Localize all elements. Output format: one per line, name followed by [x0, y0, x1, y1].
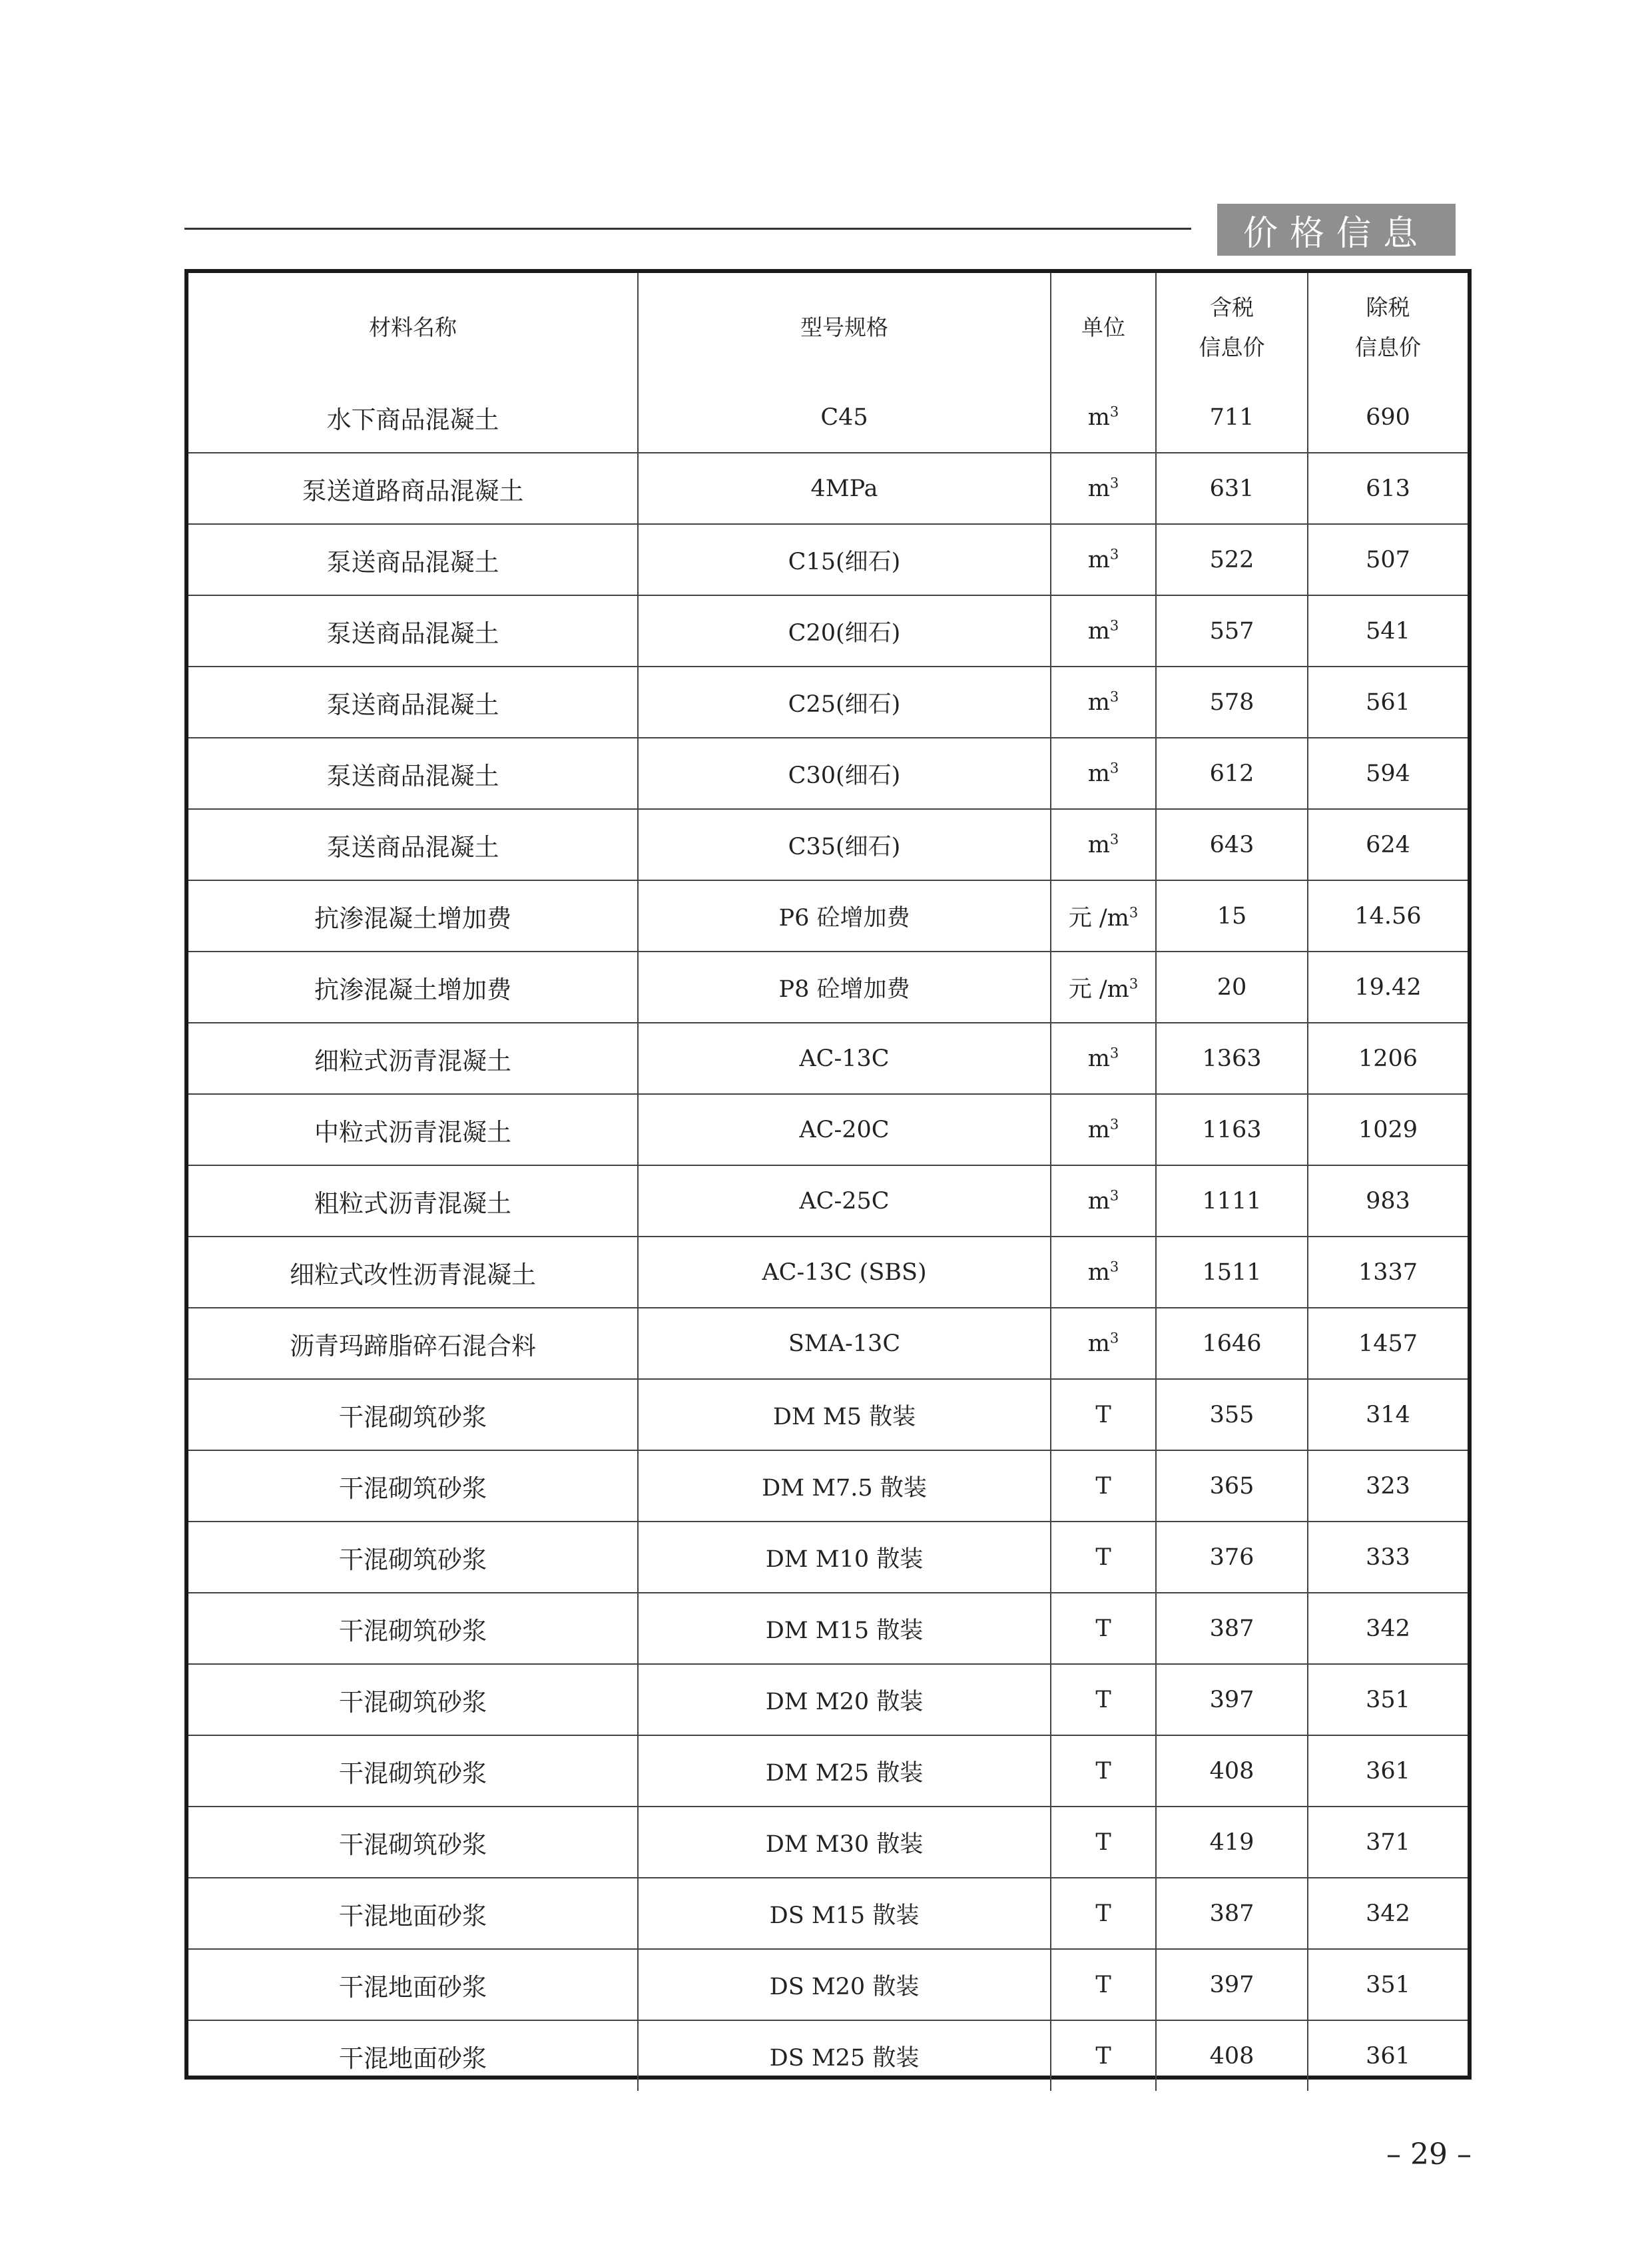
unit-cell: $m^3$	[1051, 738, 1156, 809]
table-row	[188, 1878, 1468, 1949]
header-material-name: 材料名称	[188, 273, 638, 382]
price-with-tax-cell: 643	[1156, 809, 1308, 880]
price-with-tax-cell: 631	[1156, 453, 1308, 524]
spec-cell: DM M25 散装	[638, 1735, 1051, 1807]
table-row	[188, 1735, 1468, 1807]
unit-cell: 元 $/m^3$	[1051, 952, 1156, 1023]
price-without-tax-cell: 323	[1308, 1450, 1468, 1522]
price-with-tax-cell: 1646	[1156, 1308, 1308, 1379]
page-number: – 29 –	[1386, 2137, 1472, 2171]
section-tab: 价格信息	[1217, 204, 1456, 256]
price-without-tax-cell: 361	[1308, 2020, 1468, 2091]
spec-cell: DM M15 散装	[638, 1593, 1051, 1664]
table-row	[188, 738, 1468, 809]
unit-exponent: 3	[1109, 688, 1119, 705]
table-row	[188, 1094, 1468, 1165]
spec-cell: AC-25C	[638, 1165, 1051, 1237]
material-name-cell: 水下商品混凝土	[188, 382, 638, 453]
material-name-cell: 泵送商品混凝土	[188, 595, 638, 667]
material-name-cell: 抗渗混凝土增加费	[188, 880, 638, 952]
price-without-tax-cell: 1206	[1308, 1023, 1468, 1094]
price-table-frame	[184, 269, 1472, 2080]
price-without-tax-cell: 1029	[1308, 1094, 1468, 1165]
table-row	[188, 2020, 1468, 2091]
table-row	[188, 524, 1468, 595]
unit-cell: T	[1051, 1878, 1156, 1949]
table-row	[188, 1308, 1468, 1379]
material-name-cell: 干混砌筑砂浆	[188, 1522, 638, 1593]
table-body	[188, 382, 1468, 2091]
header-unit: 单位	[1051, 273, 1156, 382]
table-row	[188, 1593, 1468, 1664]
material-name-cell: 泵送商品混凝土	[188, 667, 638, 738]
price-without-tax-cell: 613	[1308, 453, 1468, 524]
spec-cell: DM M20 散装	[638, 1664, 1051, 1735]
spec-cell: DS M20 散装	[638, 1949, 1051, 2020]
unit-cell: T	[1051, 1522, 1156, 1593]
table-row	[188, 382, 1468, 453]
header-spec: 型号规格	[638, 273, 1051, 382]
spec-cell: C25(细石)	[638, 667, 1051, 738]
spec-cell: P8 砼增加费	[638, 952, 1051, 1023]
price-with-tax-cell: 20	[1156, 952, 1308, 1023]
price-without-tax-cell: 351	[1308, 1949, 1468, 2020]
price-without-tax-cell: 507	[1308, 524, 1468, 595]
spec-cell: DS M25 散装	[638, 2020, 1051, 2091]
unit-cell: T	[1051, 1379, 1156, 1450]
price-without-tax-cell: 541	[1308, 595, 1468, 667]
table-row	[188, 1165, 1468, 1237]
unit-exponent: 3	[1109, 1329, 1119, 1346]
spec-cell: 4MPa	[638, 453, 1051, 524]
price-with-tax-cell: 397	[1156, 1949, 1308, 2020]
unit-exponent: 3	[1109, 1258, 1119, 1274]
price-with-tax-cell: 387	[1156, 1878, 1308, 1949]
unit-cell: T	[1051, 1664, 1156, 1735]
table-row	[188, 880, 1468, 952]
price-with-tax-cell: 1363	[1156, 1023, 1308, 1094]
price-without-tax-cell: 14.56	[1308, 880, 1468, 952]
unit-exponent: 3	[1109, 545, 1119, 562]
unit-exponent: 3	[1109, 617, 1119, 633]
unit-exponent: 3	[1109, 1187, 1119, 1203]
price-without-tax-cell: 361	[1308, 1735, 1468, 1807]
price-with-tax-cell: 15	[1156, 880, 1308, 952]
material-name-cell: 干混砌筑砂浆	[188, 1735, 638, 1807]
price-without-tax-cell: 371	[1308, 1807, 1468, 1878]
price-without-tax-cell: 983	[1308, 1165, 1468, 1237]
material-name-cell: 抗渗混凝土增加费	[188, 952, 638, 1023]
price-with-tax-cell: 1511	[1156, 1237, 1308, 1308]
material-name-cell: 泵送商品混凝土	[188, 809, 638, 880]
material-name-cell: 泵送商品混凝土	[188, 524, 638, 595]
unit-cell: $m^3$	[1051, 1023, 1156, 1094]
material-name-cell: 干混砌筑砂浆	[188, 1450, 638, 1522]
table-row	[188, 595, 1468, 667]
spec-cell: SMA-13C	[638, 1308, 1051, 1379]
price-without-tax-cell: 19.42	[1308, 952, 1468, 1023]
price-with-tax-cell: 711	[1156, 382, 1308, 453]
unit-cell: $m^3$	[1051, 1237, 1156, 1308]
unit-cell: T	[1051, 1949, 1156, 2020]
spec-cell: AC-13C	[638, 1023, 1051, 1094]
price-with-tax-cell: 408	[1156, 1735, 1308, 1807]
unit-exponent: 3	[1129, 975, 1139, 991]
table-row	[188, 1522, 1468, 1593]
unit-exponent: 3	[1109, 759, 1119, 776]
price-with-tax-cell: 557	[1156, 595, 1308, 667]
price-without-tax-cell: 594	[1308, 738, 1468, 809]
price-table	[188, 273, 1468, 2091]
unit-cell: $m^3$	[1051, 1094, 1156, 1165]
material-name-cell: 干混地面砂浆	[188, 2020, 638, 2091]
spec-cell: DM M7.5 散装	[638, 1450, 1051, 1522]
price-without-tax-cell: 342	[1308, 1593, 1468, 1664]
unit-exponent: 3	[1109, 1044, 1119, 1061]
material-name-cell: 干混砌筑砂浆	[188, 1593, 638, 1664]
price-with-tax-cell: 387	[1156, 1593, 1308, 1664]
header-price-without-tax-line1: 除税	[1366, 294, 1410, 320]
material-name-cell: 泵送商品混凝土	[188, 738, 638, 809]
table-row	[188, 1664, 1468, 1735]
material-name-cell: 干混砌筑砂浆	[188, 1807, 638, 1878]
unit-cell: T	[1051, 1450, 1156, 1522]
unit-exponent: 3	[1129, 904, 1139, 920]
spec-cell: C45	[638, 382, 1051, 453]
unit-cell: 元 $/m^3$	[1051, 880, 1156, 952]
price-without-tax-cell: 342	[1308, 1878, 1468, 1949]
price-without-tax-cell: 351	[1308, 1664, 1468, 1735]
price-with-tax-cell: 522	[1156, 524, 1308, 595]
spec-cell: P6 砼增加费	[638, 880, 1051, 952]
header-price-with-tax-line1: 含税	[1210, 294, 1254, 320]
price-with-tax-cell: 1111	[1156, 1165, 1308, 1237]
spec-cell: DM M10 散装	[638, 1522, 1051, 1593]
material-name-cell: 细粒式改性沥青混凝土	[188, 1237, 638, 1308]
table-header-row	[188, 273, 1468, 382]
unit-cell: $m^3$	[1051, 453, 1156, 524]
price-with-tax-cell: 355	[1156, 1379, 1308, 1450]
header-price-with-tax	[1156, 273, 1308, 382]
unit-cell: $m^3$	[1051, 382, 1156, 453]
price-with-tax-cell: 419	[1156, 1807, 1308, 1878]
price-without-tax-cell: 624	[1308, 809, 1468, 880]
spec-cell: DS M15 散装	[638, 1878, 1051, 1949]
header-price-with-tax-line2: 信息价	[1199, 334, 1265, 360]
unit-cell: $m^3$	[1051, 1308, 1156, 1379]
spec-cell: AC-13C (SBS)	[638, 1237, 1051, 1308]
unit-cell: $m^3$	[1051, 667, 1156, 738]
price-without-tax-cell: 333	[1308, 1522, 1468, 1593]
material-name-cell: 沥青玛蹄脂碎石混合料	[188, 1308, 638, 1379]
table-row	[188, 952, 1468, 1023]
material-name-cell: 干混砌筑砂浆	[188, 1379, 638, 1450]
price-with-tax-cell: 1163	[1156, 1094, 1308, 1165]
unit-exponent: 3	[1109, 474, 1119, 491]
spec-cell: C15(细石)	[638, 524, 1051, 595]
price-with-tax-cell: 408	[1156, 2020, 1308, 2091]
spec-cell: AC-20C	[638, 1094, 1051, 1165]
unit-exponent: 3	[1109, 403, 1119, 420]
unit-cell: T	[1051, 2020, 1156, 2091]
unit-cell: T	[1051, 1593, 1156, 1664]
unit-cell: T	[1051, 1807, 1156, 1878]
price-without-tax-cell: 1337	[1308, 1237, 1468, 1308]
spec-cell: C20(细石)	[638, 595, 1051, 667]
table-row	[188, 1023, 1468, 1094]
table-row	[188, 1379, 1468, 1450]
header-price-without-tax	[1308, 273, 1468, 382]
price-with-tax-cell: 397	[1156, 1664, 1308, 1735]
material-name-cell: 干混地面砂浆	[188, 1878, 638, 1949]
table-row	[188, 1450, 1468, 1522]
price-with-tax-cell: 365	[1156, 1450, 1308, 1522]
material-name-cell: 细粒式沥青混凝土	[188, 1023, 638, 1094]
header-price-without-tax-line2: 信息价	[1355, 334, 1421, 360]
unit-cell: $m^3$	[1051, 595, 1156, 667]
price-with-tax-cell: 578	[1156, 667, 1308, 738]
material-name-cell: 中粒式沥青混凝土	[188, 1094, 638, 1165]
price-with-tax-cell: 612	[1156, 738, 1308, 809]
table-row	[188, 1237, 1468, 1308]
unit-cell: $m^3$	[1051, 809, 1156, 880]
material-name-cell: 泵送道路商品混凝土	[188, 453, 638, 524]
spec-cell: DM M30 散装	[638, 1807, 1051, 1878]
unit-exponent: 3	[1109, 1115, 1119, 1132]
spec-cell: DM M5 散装	[638, 1379, 1051, 1450]
unit-cell: $m^3$	[1051, 1165, 1156, 1237]
unit-cell: T	[1051, 1735, 1156, 1807]
price-without-tax-cell: 561	[1308, 667, 1468, 738]
price-without-tax-cell: 314	[1308, 1379, 1468, 1450]
unit-exponent: 3	[1109, 830, 1119, 847]
unit-cell: $m^3$	[1051, 524, 1156, 595]
material-name-cell: 粗粒式沥青混凝土	[188, 1165, 638, 1237]
table-row	[188, 1949, 1468, 2020]
material-name-cell: 干混地面砂浆	[188, 1949, 638, 2020]
table-row	[188, 453, 1468, 524]
price-without-tax-cell: 690	[1308, 382, 1468, 453]
table-row	[188, 667, 1468, 738]
spec-cell: C35(细石)	[638, 809, 1051, 880]
table-row	[188, 1807, 1468, 1878]
material-name-cell: 干混砌筑砂浆	[188, 1664, 638, 1735]
price-with-tax-cell: 376	[1156, 1522, 1308, 1593]
price-without-tax-cell: 1457	[1308, 1308, 1468, 1379]
table-row	[188, 809, 1468, 880]
header-rule	[184, 228, 1191, 230]
spec-cell: C30(细石)	[638, 738, 1051, 809]
